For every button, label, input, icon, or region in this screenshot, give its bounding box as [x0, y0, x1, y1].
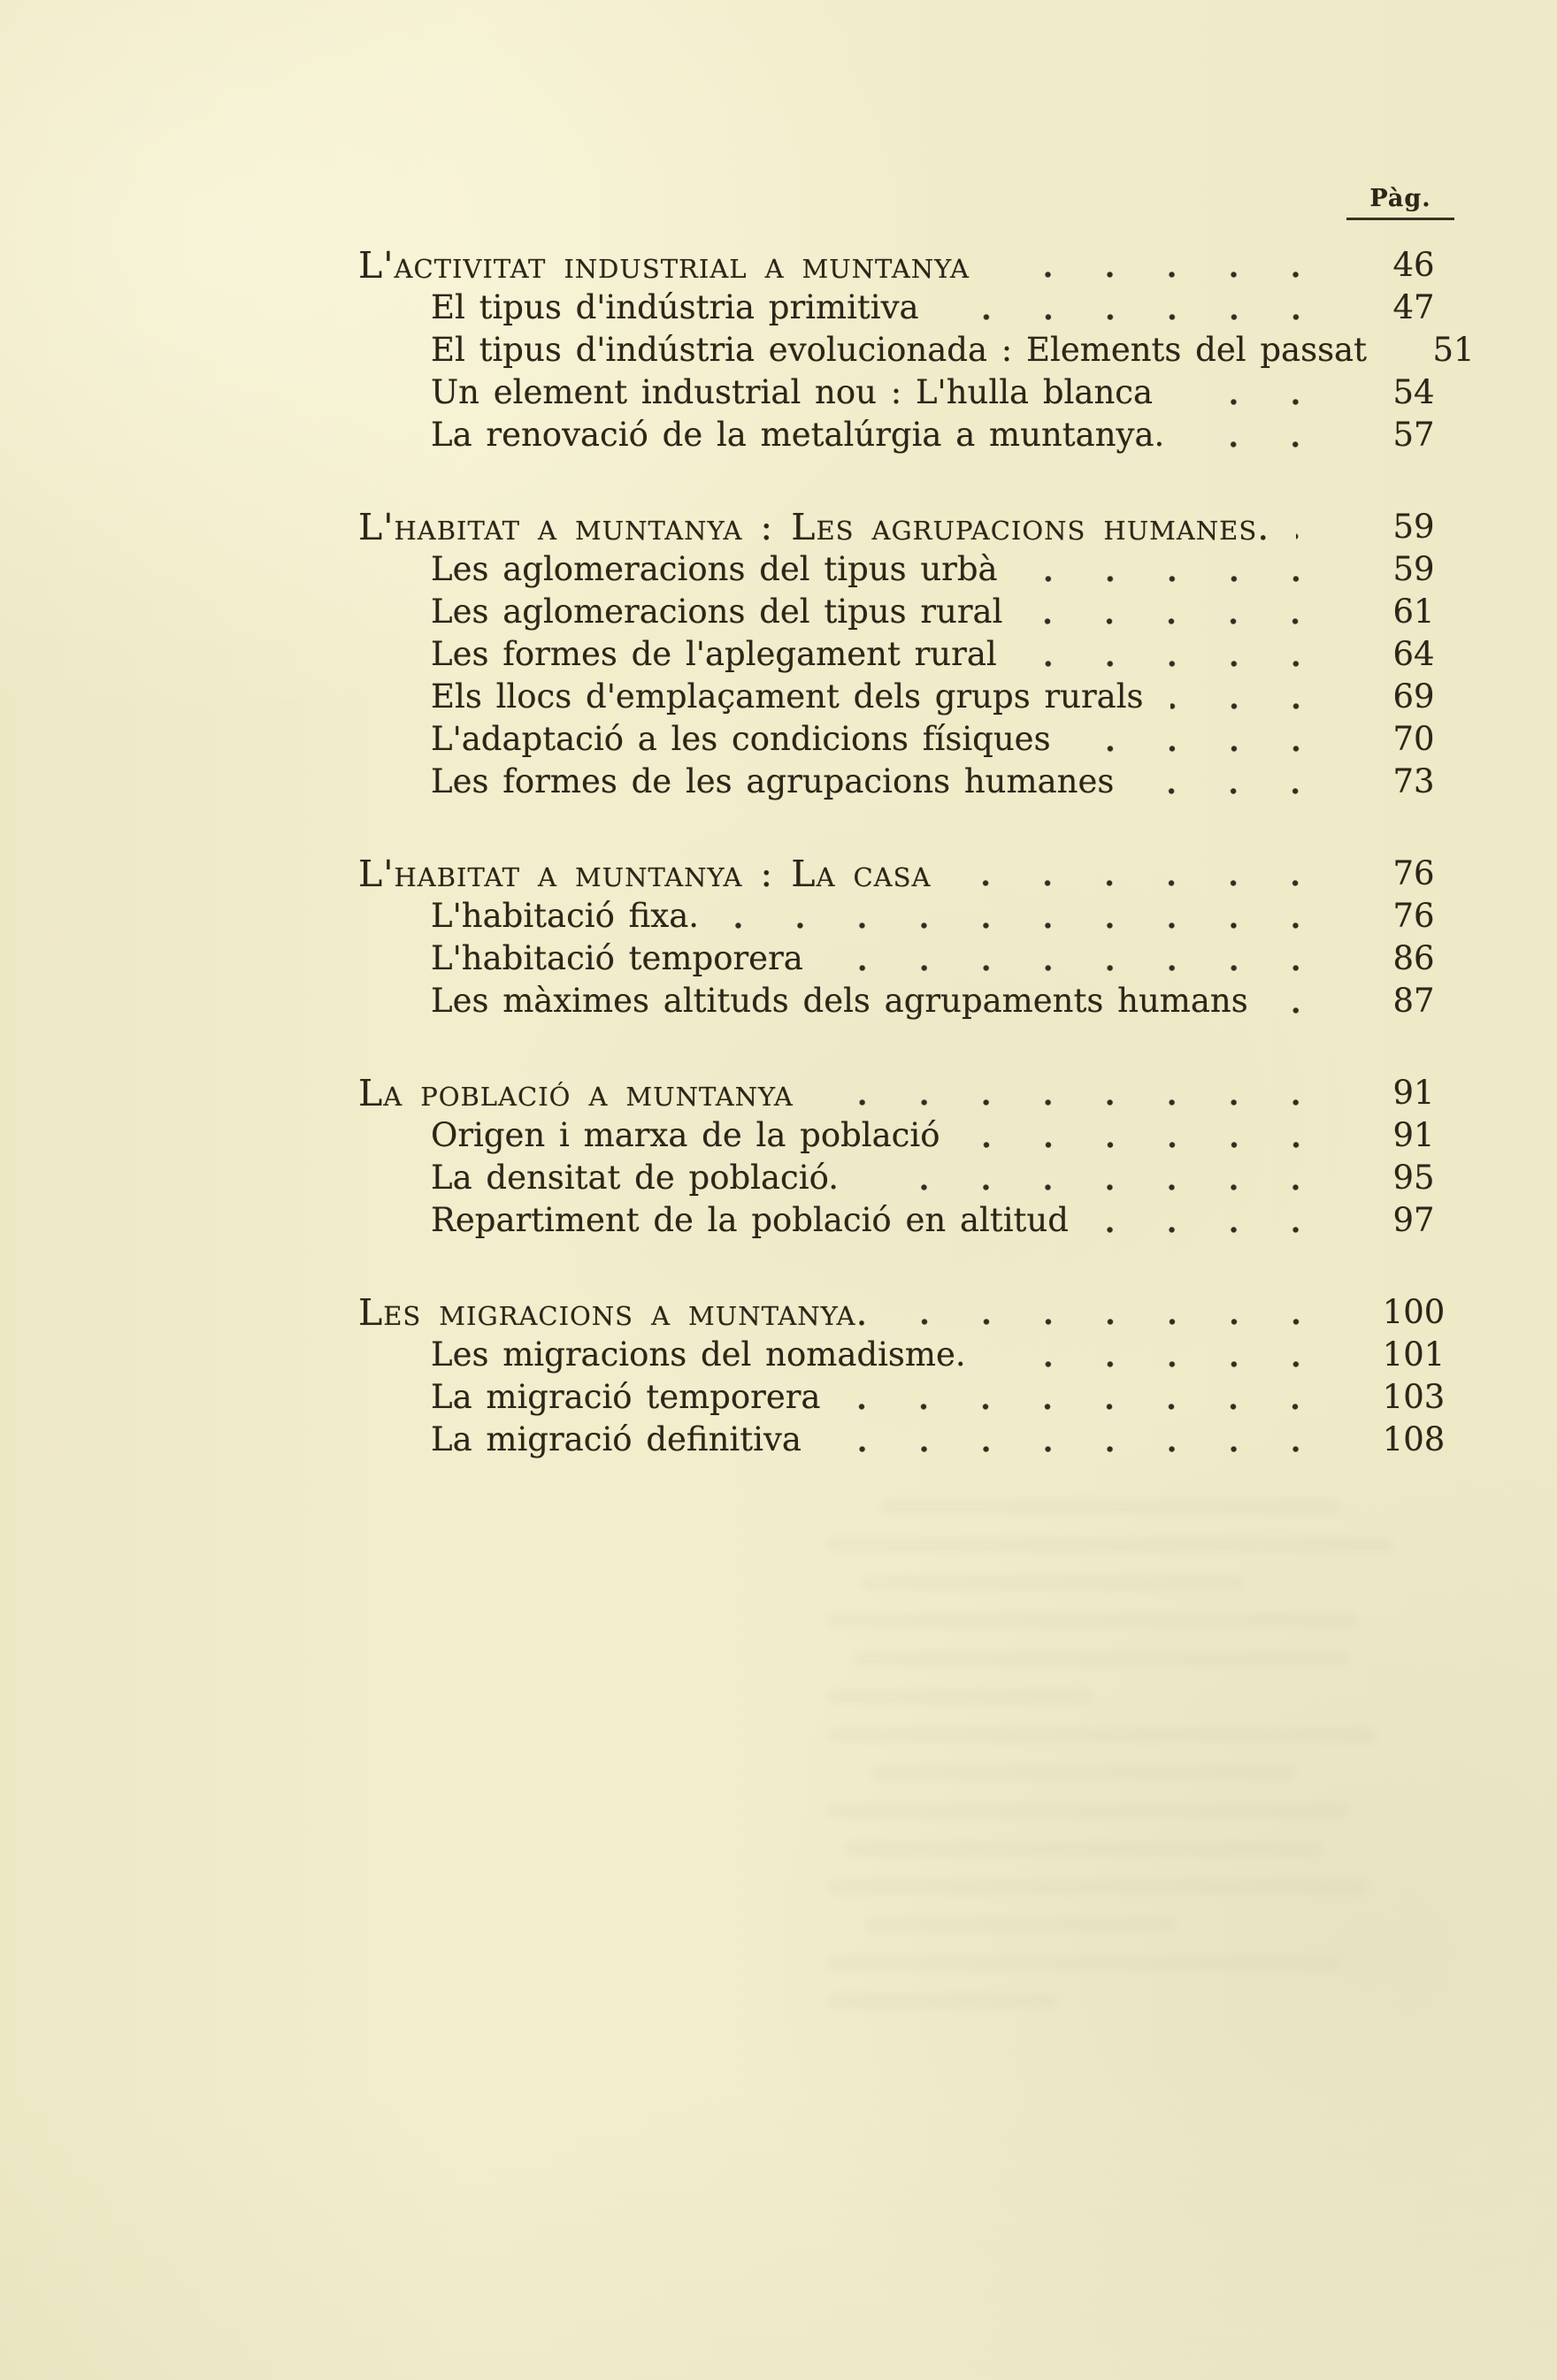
- dot-leader: [1029, 591, 1354, 633]
- toc-entry: [358, 1199, 1453, 1242]
- dot-leader: [1078, 718, 1354, 761]
- toc-section-heading: [358, 853, 1453, 895]
- toc-entry: [358, 761, 1453, 803]
- toc-section: [358, 244, 1475, 456]
- page-number: 86: [1392, 939, 1435, 977]
- ghost-text-line: [880, 1499, 1340, 1514]
- section-title: L'habitat a muntanya : La casa: [358, 853, 932, 895]
- ghost-text-line: [827, 1689, 1093, 1704]
- dot-leader: [1170, 676, 1354, 718]
- dot-leader: [725, 895, 1354, 937]
- page-number: 69: [1392, 677, 1435, 716]
- dot-leader: [847, 1376, 1354, 1419]
- toc-entry: [358, 371, 1453, 414]
- ghost-text-line: [871, 1765, 1296, 1780]
- toc-entry: [358, 287, 1453, 329]
- toc-section-heading: [358, 506, 1453, 548]
- pag-label: Pàg.: [1369, 185, 1431, 212]
- toc-entry: [358, 633, 1453, 676]
- toc-entry: [358, 1114, 1453, 1157]
- dot-leader: [1275, 980, 1354, 1022]
- toc-entry: [358, 1419, 1453, 1461]
- page-number: 91: [1392, 1116, 1435, 1154]
- entry-label: Les màximes altituds dels agrupaments humans: [431, 982, 1248, 1020]
- toc-entry: [358, 1157, 1453, 1199]
- ghost-text-line: [827, 1994, 1057, 2009]
- toc-section-heading: [358, 244, 1453, 287]
- page-number: 54: [1392, 373, 1435, 411]
- ghost-text-line: [827, 1955, 1340, 1971]
- entry-label: Origen i marxa de la població: [431, 1116, 940, 1154]
- entry-label: Les migracions del nomadisme.: [431, 1335, 966, 1374]
- dot-leader: [1140, 761, 1354, 803]
- entry-label: L'adaptació a les condicions físiques: [431, 720, 1051, 758]
- toc-entry: [358, 937, 1453, 980]
- page-number: 76: [1392, 897, 1435, 935]
- entry-label: La migració definitiva: [431, 1420, 802, 1458]
- ghost-text-line: [863, 1575, 1243, 1590]
- page-number: 51: [1432, 331, 1475, 369]
- entry-label: L'habitació temporera: [431, 939, 803, 977]
- toc-section: [358, 1072, 1453, 1242]
- entry-label: La renovació de la metalúrgia a muntanya.: [431, 416, 1165, 454]
- dot-leader: [1191, 414, 1354, 456]
- entry-label: El tipus d'indústria evolucionada : Elements del passat: [431, 331, 1367, 369]
- table-of-contents: [358, 244, 1475, 1461]
- dot-leader: [1024, 633, 1354, 676]
- ghost-text-line: [827, 1727, 1376, 1742]
- section-title: Les migracions a muntanya.: [358, 1291, 869, 1334]
- ghost-text-line: [827, 1803, 1349, 1818]
- section-title: La població a muntanya: [358, 1072, 794, 1114]
- ghost-text-line: [845, 1841, 1323, 1856]
- dot-leader: [993, 1334, 1354, 1376]
- dot-leader: [865, 1157, 1354, 1199]
- page-number: 95: [1392, 1159, 1435, 1197]
- ghost-text-line: [827, 1613, 1358, 1628]
- entry-label: Repartiment de la població en altitud: [431, 1201, 1069, 1239]
- entry-label: Els llocs d'emplaçament dels grups rurals: [431, 677, 1144, 716]
- page-number: 87: [1392, 982, 1435, 1020]
- toc-entry: [358, 676, 1453, 718]
- toc-entry: [358, 548, 1453, 591]
- toc-entry: [358, 329, 1475, 371]
- dot-leader: [1296, 506, 1354, 548]
- page-number: 76: [1392, 854, 1435, 892]
- page-number: 59: [1392, 508, 1435, 546]
- dot-leader: [1024, 548, 1354, 591]
- toc-entry: [358, 718, 1453, 761]
- toc-entry: [358, 1376, 1453, 1419]
- entry-label: Un element industrial nou : L'hulla blanca: [431, 373, 1154, 411]
- pag-column-header: [1346, 187, 1454, 220]
- entry-label: Les formes de les agrupacions humanes: [431, 762, 1115, 800]
- toc-entry: [358, 1334, 1453, 1376]
- page-number: 101: [1382, 1335, 1446, 1374]
- page-number: 97: [1392, 1201, 1435, 1239]
- entry-label: Les aglomeracions del tipus urbà: [431, 550, 998, 588]
- entry-label: La densitat de població.: [431, 1159, 840, 1197]
- toc-entry: [358, 414, 1453, 456]
- dot-leader: [946, 287, 1354, 329]
- ghost-text-line: [827, 1879, 1367, 1894]
- page-number: 73: [1392, 762, 1435, 800]
- page-number: 47: [1392, 288, 1435, 326]
- page-number: 100: [1382, 1293, 1446, 1331]
- ghost-text-line: [854, 1651, 1349, 1666]
- dot-leader: [895, 1291, 1354, 1334]
- toc-section: [358, 506, 1453, 803]
- page-number: 70: [1392, 720, 1435, 758]
- page-number: 108: [1382, 1420, 1446, 1458]
- ghost-text-line: [827, 1537, 1393, 1552]
- toc-section: [358, 1291, 1453, 1461]
- dot-leader: [967, 1114, 1354, 1157]
- dot-leader: [828, 1419, 1354, 1461]
- page-number: 103: [1382, 1378, 1446, 1416]
- section-title: L'activitat industrial a muntanya: [358, 244, 970, 287]
- entry-label: La migració temporera: [431, 1378, 821, 1416]
- entry-label: Les aglomeracions del tipus rural: [431, 593, 1003, 631]
- toc-entry: [358, 895, 1453, 937]
- entry-label: L'habitació fixa.: [431, 897, 700, 935]
- page-number: 57: [1392, 416, 1435, 454]
- dot-leader: [1179, 371, 1354, 414]
- entry-label: Les formes de l'aplegament rural: [431, 635, 997, 673]
- toc-section: [358, 853, 1453, 1022]
- toc-entry: [358, 980, 1453, 1022]
- dot-leader: [1095, 1199, 1354, 1242]
- toc-section-heading: [358, 1072, 1453, 1114]
- toc-section-heading: [358, 1291, 1453, 1334]
- dot-leader: [996, 244, 1354, 287]
- entry-label: El tipus d'indústria primitiva: [431, 288, 919, 326]
- page-number: 91: [1392, 1074, 1435, 1112]
- dot-leader: [820, 1072, 1354, 1114]
- page-number: 59: [1392, 550, 1435, 588]
- page-number: 61: [1392, 593, 1435, 631]
- ghost-text-line: [867, 1917, 1177, 1932]
- show-through-ghost: [827, 1499, 1451, 2047]
- toc-entry: [358, 591, 1453, 633]
- page-number: 46: [1392, 246, 1435, 284]
- dot-leader: [957, 853, 1354, 895]
- page-number: 64: [1392, 635, 1435, 673]
- section-title: L'habitat a muntanya : Les agrupacions humanes.: [358, 506, 1270, 548]
- dot-leader: [830, 937, 1354, 980]
